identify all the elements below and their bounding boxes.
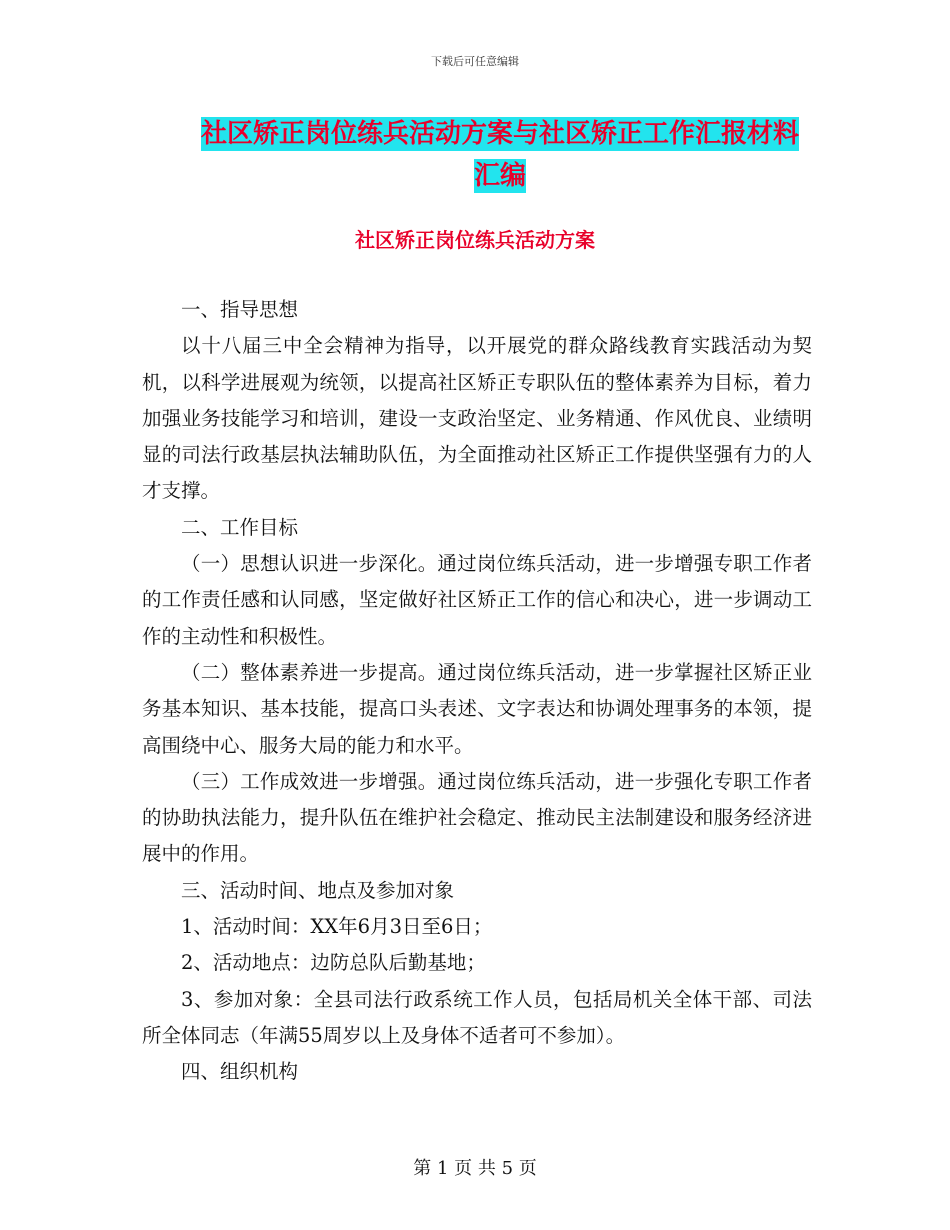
item-activity-time: 1、活动时间：XX年6月3日至6日； [181, 915, 493, 939]
heading-organization: 四、组织机构 [181, 1060, 299, 1084]
heading-work-goals: 二、工作目标 [181, 515, 299, 539]
paragraph-goal-1: （一）思想认识进一步深化。通过岗位练兵活动，进一步增强专职工作者的工作责任感和认同感，坚定做好社区矫正工作的信心和决心，进一步调动工作的主动性和积极性。 [142, 552, 812, 648]
document-title-continued [140, 155, 860, 192]
paragraph-guiding-thought: 以十八届三中全会精神为指导，以开展党的群众路线教育实践活动为契机，以科学进展观为统领，以提高社区矫正专职队伍的整体素养为目标，着力加强业务技能学习和培训，建设一支政治坚定、业务精通、作风优良、业绩明显的司法行政基层执法辅助队伍，为全面推动社区矫正工作提供坚强有力的人才支撑。 [142, 334, 812, 503]
header-note: 下载后可任意编辑 [431, 55, 519, 68]
heading-guiding-thought: 一、指导思想 [181, 298, 299, 321]
paragraph-goal-2: （二）整体素养进一步提高。通过岗位练兵活动，进一步掌握社区矫正业务基本知识、基本技能，提高口头表述、文字表达和协调处理事务的本领，提高围绕中心、服务大局的能力和水平。 [142, 660, 812, 757]
section-title: 社区矫正岗位练兵活动方案 [355, 228, 595, 252]
item-activity-location: 2、活动地点：边防总队后勤基地； [181, 951, 486, 975]
document-title-line-2: 汇编 [473, 161, 526, 191]
page-number-footer: 第 1 页 共 5 页 [413, 1158, 537, 1179]
document-title [140, 113, 860, 150]
document-body [142, 292, 812, 1091]
item-participants: 3、参加对象：全县司法行政系统工作人员，包括局机关全体干部、司法所全体同志（年满55周岁以上及身体不适者可不参加）。 [142, 987, 812, 1047]
document-title-line-1: 社区矫正岗位练兵活动方案与社区矫正工作汇报材料 [200, 119, 799, 149]
paragraph-goal-3: （三）工作成效进一步增强。通过岗位练兵活动，进一步强化专职工作者的协助执法能力，提升队伍在维护社会稳定、推动民主法制建设和服务经济进展中的作用。 [142, 769, 812, 866]
heading-time-place-participants: 三、活动时间、地点及参加对象 [181, 878, 455, 902]
